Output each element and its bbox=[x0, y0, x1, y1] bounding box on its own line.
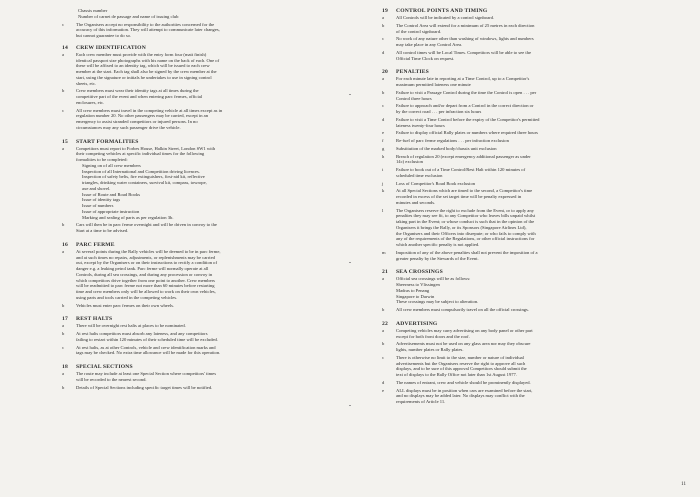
item-15b: b Cars will then be in parc ferme overnight and will be driven in convoy to the Start at a time to be advised. bbox=[62, 222, 217, 233]
section-heading-22: 22 ADVERTISING bbox=[382, 320, 438, 327]
item-20g: g Substitution of the marked body/chassis unit exclusion bbox=[382, 145, 497, 151]
item-17b: b At rest halts competitors must absorb any lateness, and any competitors failing to restart within 120 minutes of their scheduled time will be excluded. bbox=[62, 331, 218, 342]
text-line: The Organisers accept no responsibility to the authorities concerned for the bbox=[76, 21, 215, 27]
section-heading-15: 15 START FORMALITIES bbox=[62, 138, 139, 145]
item-14b: b Crew members must wear their identity tags at all times during the competitive part of the event and when entering parc fermes, official enclosures, etc. bbox=[62, 88, 203, 105]
text-line: Number of carnet de passage and name of issuing club bbox=[78, 13, 179, 19]
section-heading-16: 16 PARC FERME bbox=[62, 241, 115, 248]
item-20a: a For each minute late in reporting at a Time Control, up to a Competitor's maximum permitted lateness one minute bbox=[382, 76, 530, 87]
item-14c: c All crew members must travel in the competing vehicle at all times except as in regulation number 20. No other passengers may be carried, except in an emergency to assist stranded competitors or injured persons. In no circumstances may any such passenger drive the vehicle. bbox=[62, 107, 223, 130]
item-18b: b Details of Special Sections including specific target times will be notified. bbox=[62, 384, 213, 390]
item-18a: a The route may include at least one Special Section where competitors' times will be recorded to the nearest second. bbox=[62, 371, 216, 382]
item-20m: m Imposition of any of the above penalties shall not prevent the imposition of a greater penalty by the Stewards of the Event. bbox=[382, 249, 538, 261]
section-heading-21: 21 SEA CROSSINGS bbox=[382, 269, 443, 276]
gutter-mark bbox=[349, 262, 351, 263]
page-number: 11 bbox=[681, 482, 686, 487]
item-22e: e ALL displays must be in position when cars are examined before the start, and no displays may be added later. No displays may conflict with the requirements of Article 11. bbox=[382, 387, 533, 404]
item-15a: a Competitors must report to Forbes House, Halkin Street, London SW1 with their competing vehicles at specific individual times for the following formalities to be completed: Signing on of all crew members Inspection of all International and Competition driving licences. Inspection of safety belts, fire extinguishers, first-aid kit, reflective triangles, drinking water containers, survival kit, compass, towrope, axe and shovel. Issue of Route and Road Books Issue of identity tags Issue of numbers Issue of appropriate instruction Marking and sealing of parts as per regulation 3b. bbox=[62, 145, 216, 220]
item-22d: d The names of entrant, crew and vehicle should be prominently displayed. bbox=[382, 379, 531, 385]
section-heading-17: 17 REST HALTS bbox=[62, 316, 113, 323]
item-21a: a Official sea crossings will be as follows: Sheerness to Vlissingen Madras to Penang Singapore to Darwin These crossings may be subject to alteration. bbox=[382, 276, 479, 305]
item-20c: c Failure to approach and/or depart from a Control in the correct direction or by the correct road . . . per infraction six hours bbox=[382, 103, 534, 114]
gutter-mark bbox=[349, 94, 351, 95]
item-22b: b Advertisements must not be used on any glass area nor may they obscure lights, number plates or Rally plates. bbox=[382, 341, 531, 352]
item-20d: d Failure to visit a Time Control before the expiry of the Competitor's permitted lateness twenty-four hours bbox=[382, 116, 540, 128]
section-heading-19: 19 CONTROL POINTS AND TIMING bbox=[382, 8, 488, 14]
section-heading-18: 18 SPECIAL SECTIONS bbox=[62, 364, 133, 370]
vehicle-details-list bbox=[62, 8, 330, 20]
item-20j: j Loss of Competitor's Road Book exclusion bbox=[382, 180, 476, 186]
item-19b: b The Control Area will extend for a minimum of 25 metres in each direction of the control signboard. bbox=[382, 22, 535, 34]
item-13c: c The Organisers accept no responsibility to the authorities concerned for the accuracy of this information. They will attempt to communicate later changes, but cannot guarantee to do so. bbox=[62, 22, 330, 39]
section-heading-20: 20 PENALTIES bbox=[382, 69, 429, 76]
item-14a: a Each crew member must provide with the entry form four (matt finish) identical passport size photographs with his name on the back of each. One of these will be affixed to an identity tag, which will be issued to each crew member at the start. Each tag shall also be signed by the crew member at the start, using the signature or initials he undertakes to use in signing control sheets, etc. bbox=[62, 51, 220, 86]
right-column bbox=[382, 8, 650, 407]
item-20l: l The Organisers reserve the right to exclude from the Event, or to apply any penalties they may see fit, to any Competitor who leaves bills unpaid whilst taking part in the Event; or whose conduct is such that in the opinion of the Organisers it brings the Rally, or its Sponsors (Singapore Airlines Ltd), the Organisers and their Officers into disrepute; or who fails to comply with any of the requirements of the Regulations, or other official instructions for which another specific penalty is not applied. bbox=[382, 207, 536, 247]
item-17c: c At rest halts, as at other Controls, vehicle and crew identification marks and tags may be checked. No extra time allowance will be made for this operation. bbox=[62, 344, 221, 356]
item-20h: h Breach of regulation 20 (except emergency additional passenger as under 14c) exclusion bbox=[382, 153, 531, 165]
item-20e: e Failure to display official Rally plates or numbers where required three hours bbox=[382, 130, 538, 136]
item-22c: c There is otherwise no limit to the size, number or nature of individual advertisements but the Organisers reserve the right to approve all such displays, and to be sure of this approval Competitors should submit the text of displays to the Rally Office not later than 1st August 1977. bbox=[382, 354, 527, 377]
item-16b: b Vehicles must enter parc fermes on their own wheels. bbox=[62, 302, 175, 308]
left-column bbox=[62, 8, 330, 392]
item-19a: a All Controls will be indicated by a control signboard. bbox=[382, 15, 495, 20]
item-19d: d All control times will be Local Times. Competitors will be able to see the Official Time Clock on request. bbox=[382, 49, 531, 61]
item-19c: c No work of any nature other than washing of windows, lights and numbers may take place in any Control Area. bbox=[382, 36, 534, 47]
text-line: Chassis number bbox=[78, 8, 108, 13]
item-16a: a At several points during the Rally vehicles will be deemed to be in parc ferme, and at such times no repairs, adjustments, or replenishments may be carried out, except by the Organisers or on their instructions to rectify a condition of danger e.g. a leaking petrol tank. Parc ferme will normally operate at all Controls, during all sea crossings, and during any procession or convoy in which competitors drive together from one point to another. Crew members will be readmitted to parc ferme not more than 60 minutes before restarting time and crew members only will be allowed to work on their own vehicles, using parts and tools carried in the competing vehicles. bbox=[62, 248, 221, 300]
item-20f: f Re-fuel of parc ferme regulations . . . per infraction exclusion bbox=[382, 138, 509, 143]
item-20i: i Failure to book out of a Time Control/Rest Halt within 120 minutes of scheduled time exclusion bbox=[382, 167, 526, 178]
text-line: accuracy of this information. They will attempt to communicate later changes, bbox=[76, 27, 220, 33]
item-20k: k At all Special Sections which are timed to the second, a Competitor's time recorded in excess of the set target time will be penalty expressed in minutes and seconds. bbox=[382, 188, 533, 205]
section-heading-14: 14 CREW IDENTIFICATION bbox=[62, 44, 146, 51]
gutter-mark bbox=[349, 405, 351, 406]
item-17a: a There will be overnight rest halts at places to be nominated. bbox=[62, 323, 186, 329]
text-line: but cannot guarantee to do so. bbox=[76, 33, 132, 38]
item-22a: a Competing vehicles may carry advertising on any body panel or other part except for both front doors and the roof. bbox=[382, 327, 533, 339]
item-20b: b Failure to visit a Passage Control during the time the Control is open . . . per Control three hours bbox=[382, 89, 537, 101]
item-21b: b All crew members must compulsorily travel on all the official crossings. bbox=[382, 307, 529, 312]
